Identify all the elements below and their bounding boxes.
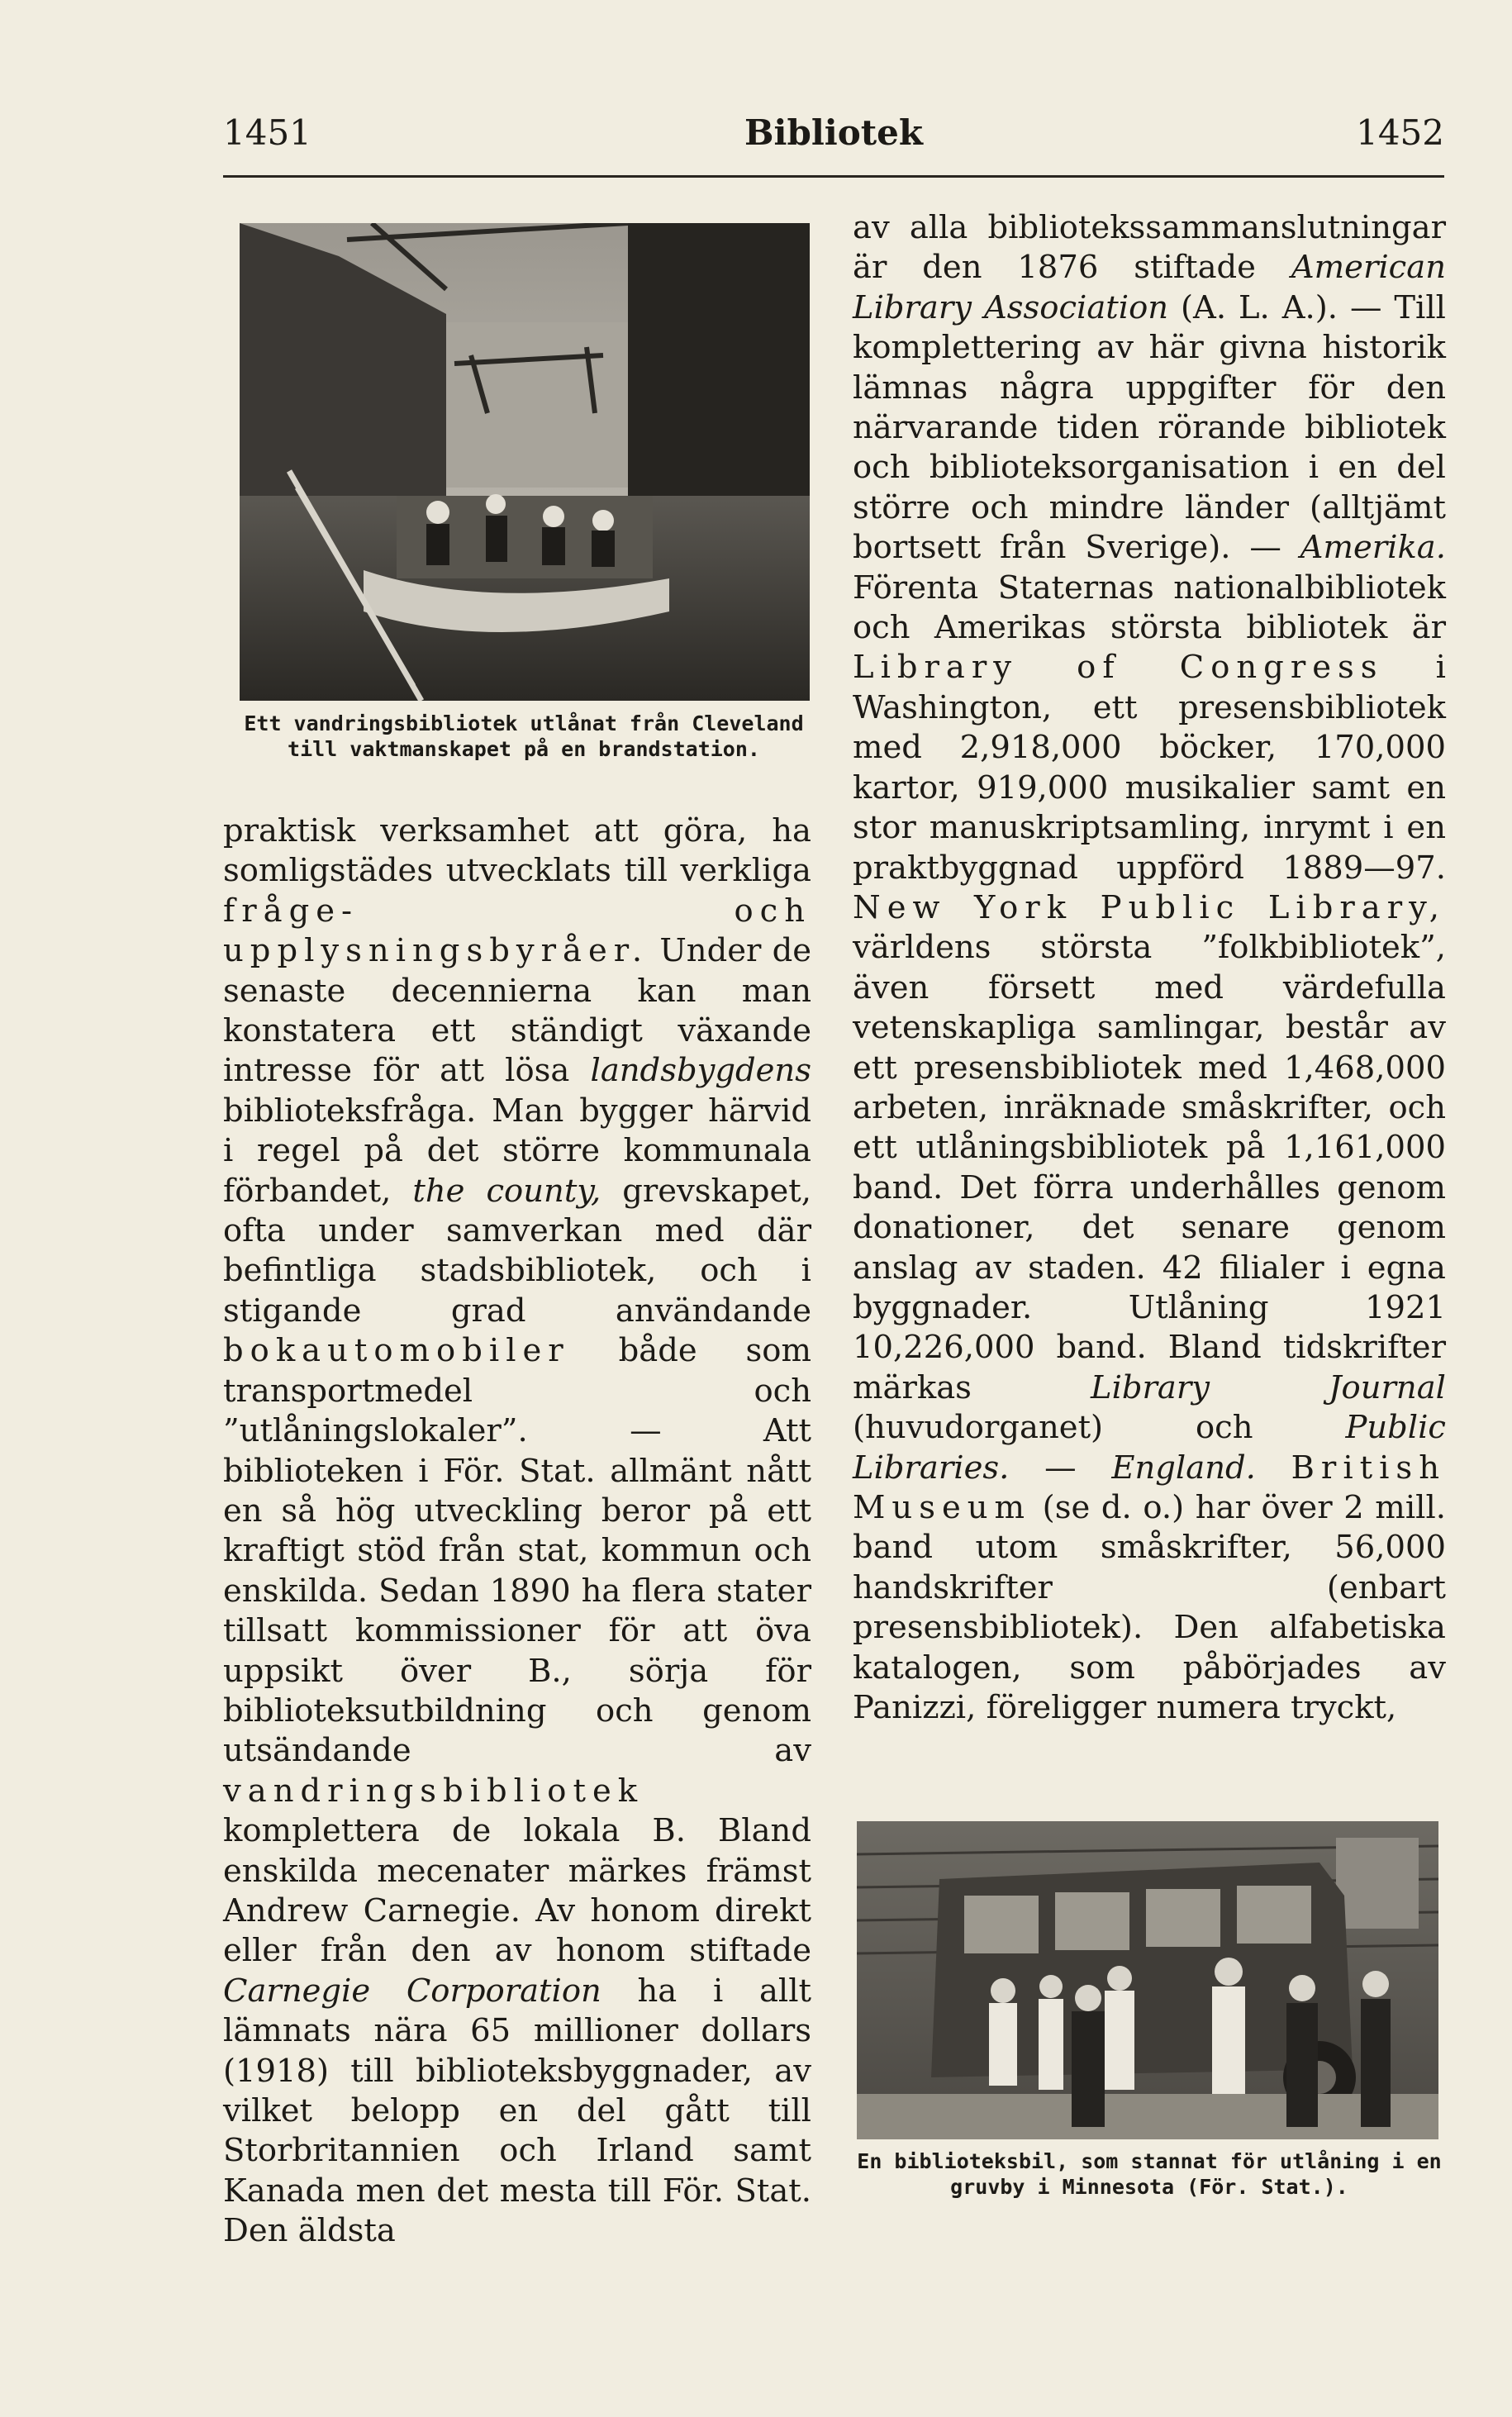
page-number-left: 1451 [223, 112, 311, 153]
right-column [853, 208, 1446, 1728]
right-paragraph: av alla bibliotekssammanslutningar är den 1876 stiftade American Library Association (A. L. A.). — Till komplettering av här givna historik lämnas några uppgifter för den närvarande tiden rörande bibliotek och biblioteksorganisation i en del större och mindre länder (alltjämt bortsett från Sverige). — Amerika. Förenta Staternas nationalbibliotek och Amerikas största bibliotek är Library of Congress i Washington, ett presensbibliotek med 2,918,000 böcker, 170,000 kartor, 919,000 musikalier samt en stor manuskriptsamling, inrymt i en praktbyggnad uppförd 1889—97. New York Public Library, världens största ”folkbibliotek”, även försett med värdefulla vetenskapliga samlingar, består av ett presensbibliotek med 1,468,000 arbeten, inräknade småskrifter, och ett utlåningsbibliotek på 1,161,000 band. Det förra underhålles genom donationer, det senare genom anslag av staden. 42 filialer i egna byggnader. Utlåning 1921 10,226,000 band. Bland tidskrifter märkas Library Journal (huvudorganet) och Public Libraries. — England. British Museum (se d. o.) har över 2 mill. band utom småskrifter, 56,000 handskrifter (enbart presensbibliotek). Den alfabetiska katalogen, som påbörjades av Panizzi, föreligger numera tryckt, [853, 209, 1446, 1727]
fireboat-photo-drawing [240, 223, 810, 701]
header-rule [223, 175, 1444, 178]
running-title: Bibliotek [744, 112, 923, 153]
bookmobile-photo-drawing [857, 1821, 1438, 2139]
left-paragraph: praktisk verksamhet att göra, ha somligstädes utvecklats till verkliga fråge- och upplysningsbyråer. Under de senaste decennierna kan man konstatera ett ständigt växande intresse för att lösa landsbygdens biblioteksfråga. Man bygger härvid i regel på det större kommunala förbandet, the county, grevskapet, ofta under samverkan med där befintliga stadsbibliotek, och i stigande grad användande bokautomobiler både som transportmedel och ”utlåningslokaler”. — Att biblioteken i För. Stat. allmänt nått en så hög utveckling beror på ett kraftigt stöd från stat, kommun och enskilda. Sedan 1890 ha flera stater tillsatt kommissioner för att öva uppsikt över B., sörja för biblioteksutbildning och genom utsändande av vandringsbibliotek komplettera de lokala B. Bland enskilda mecenater märkes främst Andrew Carnegie. Av honom direkt eller från den av honom stiftade Carnegie Corporation ha i allt lämnats nära 65 millioner dollars (1918) till biblioteksbyggnader, av vilket belopp en del gått till Storbritannien och Irland samt Kanada men det mesta till För. Stat. Den äldsta [223, 812, 811, 2250]
figure2-caption: En biblioteksbil, som stannat för utlåning i en gruvby i Minnesota (För. Stat.). [857, 2149, 1442, 2199]
fireboat-photo [240, 223, 810, 701]
page-number-right: 1452 [1356, 112, 1444, 153]
bookmobile-photo [857, 1821, 1438, 2139]
left-column [223, 811, 811, 2252]
page-header [223, 112, 1444, 162]
figure1-caption: Ett vandringsbibliotek utlånat från Cleveland till vaktmanskapet på en brandstation. [244, 711, 804, 761]
